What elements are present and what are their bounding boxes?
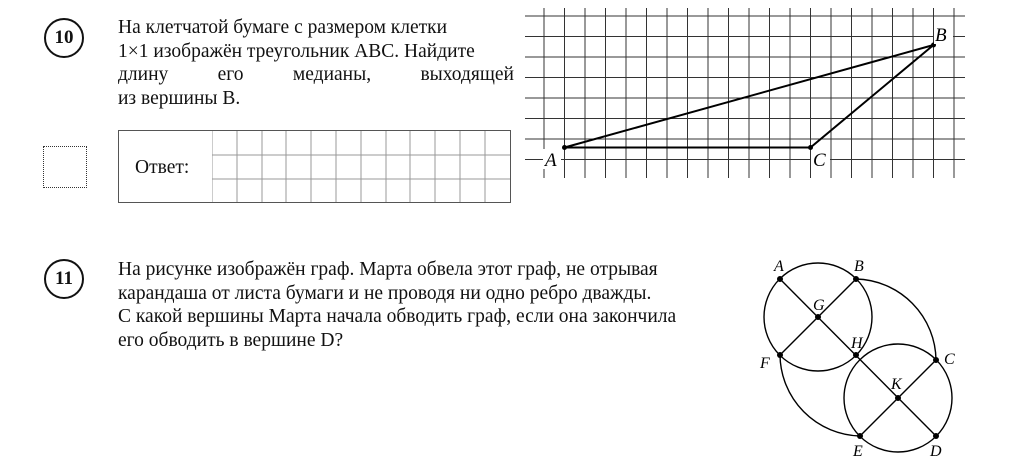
- task-10-word: его: [217, 64, 244, 85]
- graph-label-e: E: [853, 443, 863, 459]
- task-10-line: На клетчатой бумаге с размером клетки: [118, 17, 448, 38]
- graph-vertex-b: [853, 276, 859, 282]
- graph-vertex-d: [933, 433, 939, 439]
- label-a: A: [545, 150, 557, 171]
- graph-label-b: B: [854, 258, 864, 275]
- task-11-line: С какой вершины Марта начала обводить граф, если она закончила: [118, 306, 677, 327]
- graph-vertex-g: [815, 314, 821, 320]
- figure-grid: [525, 8, 965, 178]
- task-11-text: [118, 258, 768, 352]
- graph-vertex-e: [857, 433, 863, 439]
- graph-vertex-a: [777, 276, 783, 282]
- task-10-text: [118, 16, 514, 110]
- task-10-line: [118, 63, 514, 87]
- graph-label-c: C: [944, 351, 955, 368]
- label-b: B: [935, 25, 947, 46]
- task-10-word: выходящей: [420, 64, 514, 85]
- label-c: C: [813, 150, 826, 171]
- graph-arc-bc: [856, 279, 936, 360]
- vertex-a: [562, 145, 567, 150]
- graph-figure: [750, 252, 970, 459]
- answer-grid[interactable]: [212, 131, 510, 202]
- graph-label-f: F: [760, 355, 770, 372]
- graph-label-g: G: [813, 297, 825, 314]
- task-11-number-text: 11: [55, 268, 73, 289]
- task-10-line: из вершины B.: [118, 87, 241, 109]
- graph-vertex-f: [777, 352, 783, 358]
- graph-label-a: A: [774, 258, 784, 275]
- graph-label-h: H: [851, 335, 863, 352]
- graph-vertex-h: [853, 352, 859, 358]
- task-11-line: его обводить в вершине D?: [118, 329, 344, 351]
- graph-label-d: D: [930, 443, 942, 459]
- graph-label-k: K: [891, 376, 902, 393]
- graph-edge-ad: [780, 279, 936, 436]
- task-11-line: На рисунке изображён граф. Марта обвела этот граф, не отрывая: [118, 259, 658, 280]
- task-10-number-text: 10: [54, 27, 74, 48]
- answer-box[interactable]: [118, 130, 511, 203]
- answer-checkbox[interactable]: [43, 146, 87, 188]
- triangle-figure: [525, 8, 970, 188]
- task-10-number: [44, 18, 84, 58]
- task-11-line: карандаша от листа бумаги и не проводя ни одно ребро дважды.: [118, 282, 652, 304]
- task-10-word: длину: [118, 64, 169, 85]
- answer-label: Ответ:: [135, 157, 190, 178]
- graph-arc-fe: [780, 355, 860, 436]
- task-10-line: 1×1 изображён треугольник ABC. Найдите: [118, 40, 475, 62]
- graph-vertex-c: [933, 357, 939, 363]
- task-11-number: [44, 259, 84, 299]
- graph-vertex-k: [895, 395, 901, 401]
- task-10-word: медианы,: [292, 64, 372, 85]
